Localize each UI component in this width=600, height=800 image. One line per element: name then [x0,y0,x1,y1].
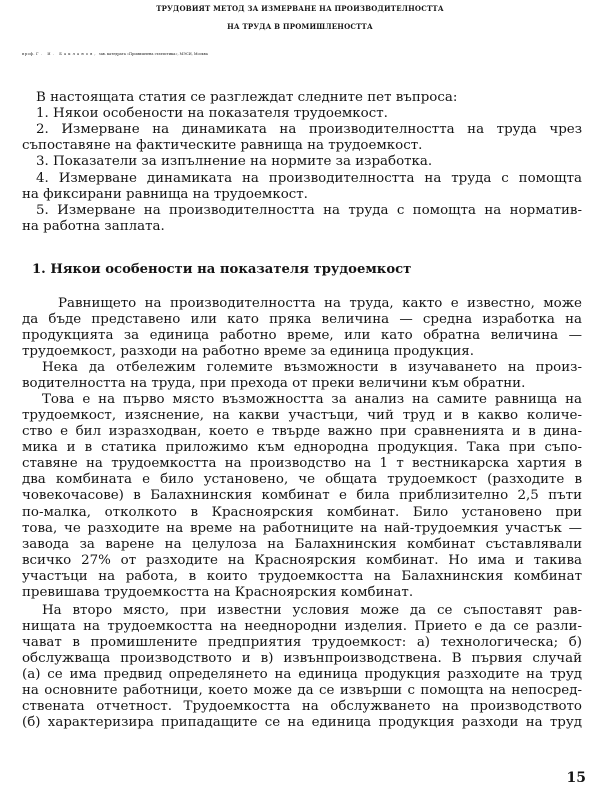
body-line: човекочасове) в Балахнинския комбинат е била приблизително 2,5 пъти [22,488,582,503]
author-name: Г. И. Бакланов, [36,52,98,56]
intro-line: 2. Измерване на динамиката на производителността на труда чрез [36,122,582,137]
body-line: на основните работници, което може да се извърши с помощта на непосред- [22,683,582,698]
body-line: нищата на трудоемкостта на нееднородни изделия. Прието е да се разли- [22,619,582,634]
intro-line: 5. Измерване на производителността на труда с помощта на норматив- [36,203,582,218]
body-line: всичко 27% от разходите на Красноярския комбинат. Но има и такива [22,553,582,568]
intro-line: 3. Показатели за изпълнение на нормите за изработка. [36,154,433,169]
intro-line: 1. Някои особености на показателя трудоемкост. [36,106,388,121]
author-title: проф. [22,52,36,56]
body-line: На второ място, при известни условия може да се съпоставят рав- [42,603,582,618]
body-line: трудоемкост, разходи на работно време за единица продукция. [22,344,475,359]
body-line: (б) характеризира припадащите се на единица продукция разходи на труд [22,715,582,730]
body-line: продукцията за единица работно време, или като обратна величина — [22,328,582,343]
body-line: ствената отчетност. Трудоемкостта на обслужването на производството [22,699,582,714]
body-line: трудоемкост, изяснение, на какви участъци, чий труд и в какво количе- [22,408,582,423]
body-line: ство е бил изразходван, което е твърде важно при сравненията и в дина- [22,424,582,439]
intro-line: съпоставяне на фактическите равнища на трудоемкост. [22,138,423,153]
body-line: по-малка, отколкото в Красноярския комбинат. Било установено при [22,505,582,520]
body-line: (а) се има предвид определянето на единица продукция разходите на труд [22,667,582,682]
body-line: чават в промишлените предприятия трудоемкост: а) технологическа; б) [22,635,582,650]
body-line: два комбината е било установено, че общата трудоемкост (разходите в [22,472,582,487]
article-title-line-1: ТРУДОВИЯТ МЕТОД ЗА ИЗМЕРВАНЕ НА ПРОИЗВОДИТЕЛНОСТТА [156,4,444,13]
body-line: завода за варене на целулоза на Балахнинския комбинат съставлявали [22,537,582,552]
body-line: Равнището на производителността на труда, както е известно, може [58,296,582,311]
body-line: превишава трудоемкостта на Красноярския комбинат. [22,585,414,600]
section-heading: 1. Някои особености на показателя трудоемкост [32,262,412,277]
intro-line: 4. Измерване динамиката на производителността на труда с помощта [36,171,582,186]
author-affiliation: зав. катедрата «Промишлена статистика», МЭСИ, Москва [98,52,208,56]
intro-line: на фиксирани равнища на трудоемкост. [22,187,308,202]
page-number: 15 [566,770,586,786]
body-line: участъци на работа, в които трудоемкостта на Балахнинския комбинат [22,569,582,584]
body-line: мика и в статика приложимо към еднородна продукция. Така при съпо- [22,440,582,455]
body-line: да бъде представено или като пряка величина — средна изработка на [22,312,582,327]
article-title-line-2: НА ТРУДА В ПРОМИШЛЕНОСТТА [227,22,373,31]
intro-line: на работна заплата. [22,219,165,234]
body-line: Това е на първо място възможността за анализ на самите равнища на [42,392,582,407]
body-line: Нека да отбележим големите възможности в изучаването на произ- [42,360,582,375]
body-line: ставяне на трудоемкостта на производство на 1 т вестникарска хартия в [22,456,582,471]
body-line: обслужваща производството и в) извънпроизводствена. В първия случай [22,651,582,666]
author-line [22,52,592,56]
intro-line: В настоящата статия се разглеждат следните пет въпроса: [36,90,458,105]
body-line: водителността на труда, при прехода от преки величини към обратни. [22,376,526,391]
body-line: това, че разходите на време на работниците на най-трудоемкия участък — [22,521,582,536]
